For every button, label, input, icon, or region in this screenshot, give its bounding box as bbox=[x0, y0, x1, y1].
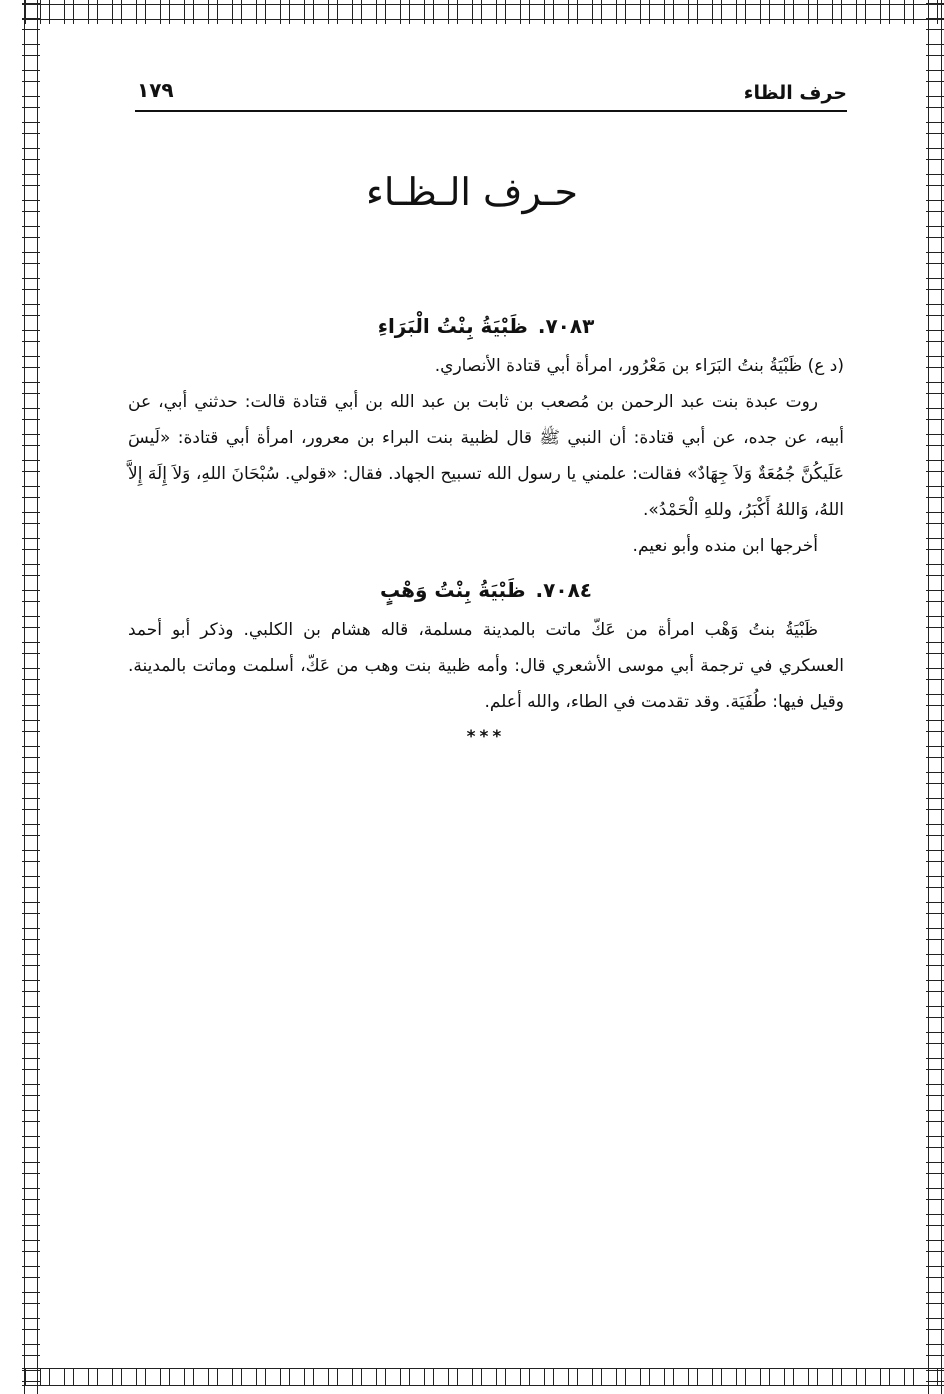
page-number: ١٧٩ bbox=[137, 78, 174, 102]
page-body bbox=[128, 300, 844, 752]
decorative-border-top bbox=[22, 0, 944, 24]
entry-name: ظَبْيَةُ بِنْتُ وَهْبٍ bbox=[380, 578, 526, 602]
entry-7083 bbox=[128, 306, 844, 564]
entry-heading bbox=[128, 306, 844, 346]
entry-heading bbox=[128, 570, 844, 610]
chapter-title: حـرف الـظـاء bbox=[365, 170, 579, 214]
entry-paragraph: روت عبدة بنت عبد الرحمن بن مُصعب بن ثابت بن عبد الله بن أبي قتادة قالت: حدثني أبي، عن أبيه، عن جده، عن أبي قتادة: أن النبي ﷺ قال لظبية بنت البراء بن معرور، امرأة أبي قتادة: «لَيسَ عَلَيكُنَّ جُمُعَةٌ وَلاَ جِهَادٌ» فقالت: علمني يا رسول الله تسبيح الجهاد. فقال: «قولي. سُبْحَانَ اللهِ، وَلاَ إِلَهَ إِلاَّ اللهُ، وَاللهُ أَكْبَرُ، وللهِ الْحَمْدُ». bbox=[128, 392, 844, 520]
entry-paragraph: (د ع) ظَبْيَةُ بنتُ البَرَاء بن مَعْرُور، امرأة أبي قتادة الأنصاري. bbox=[434, 356, 844, 376]
entry-number: ٧٠٨٤. bbox=[535, 578, 592, 602]
entry-number: ٧٠٨٣. bbox=[537, 314, 595, 338]
running-head bbox=[135, 78, 847, 112]
running-head-title: حرف الظاء bbox=[743, 82, 847, 104]
decorative-border-bottom bbox=[22, 1360, 944, 1394]
entry-paragraph: ظَبْيَةُ بنتُ وَهْب امرأة من عَكّ ماتت بالمدينة مسلمة، قاله هشام بن الكلبي. وذكر أبو أحمد العسكري في ترجمة أبي موسى الأشعري قال: وأمه ظبية بنت وهب من عَكّ، أسلمت وماتت بالمدينة. وقيل فيها: طُفَيَة. وقد تقدمت في الطاء، والله أعلم. bbox=[128, 620, 844, 712]
entry-7084 bbox=[128, 570, 844, 720]
entry-paragraph: أخرجها ابن منده وأبو نعيم. bbox=[632, 536, 818, 556]
end-mark: *** bbox=[466, 727, 506, 747]
entry-name: ظَبْيَةُ بِنْتُ الْبَرَاءِ bbox=[377, 314, 528, 338]
